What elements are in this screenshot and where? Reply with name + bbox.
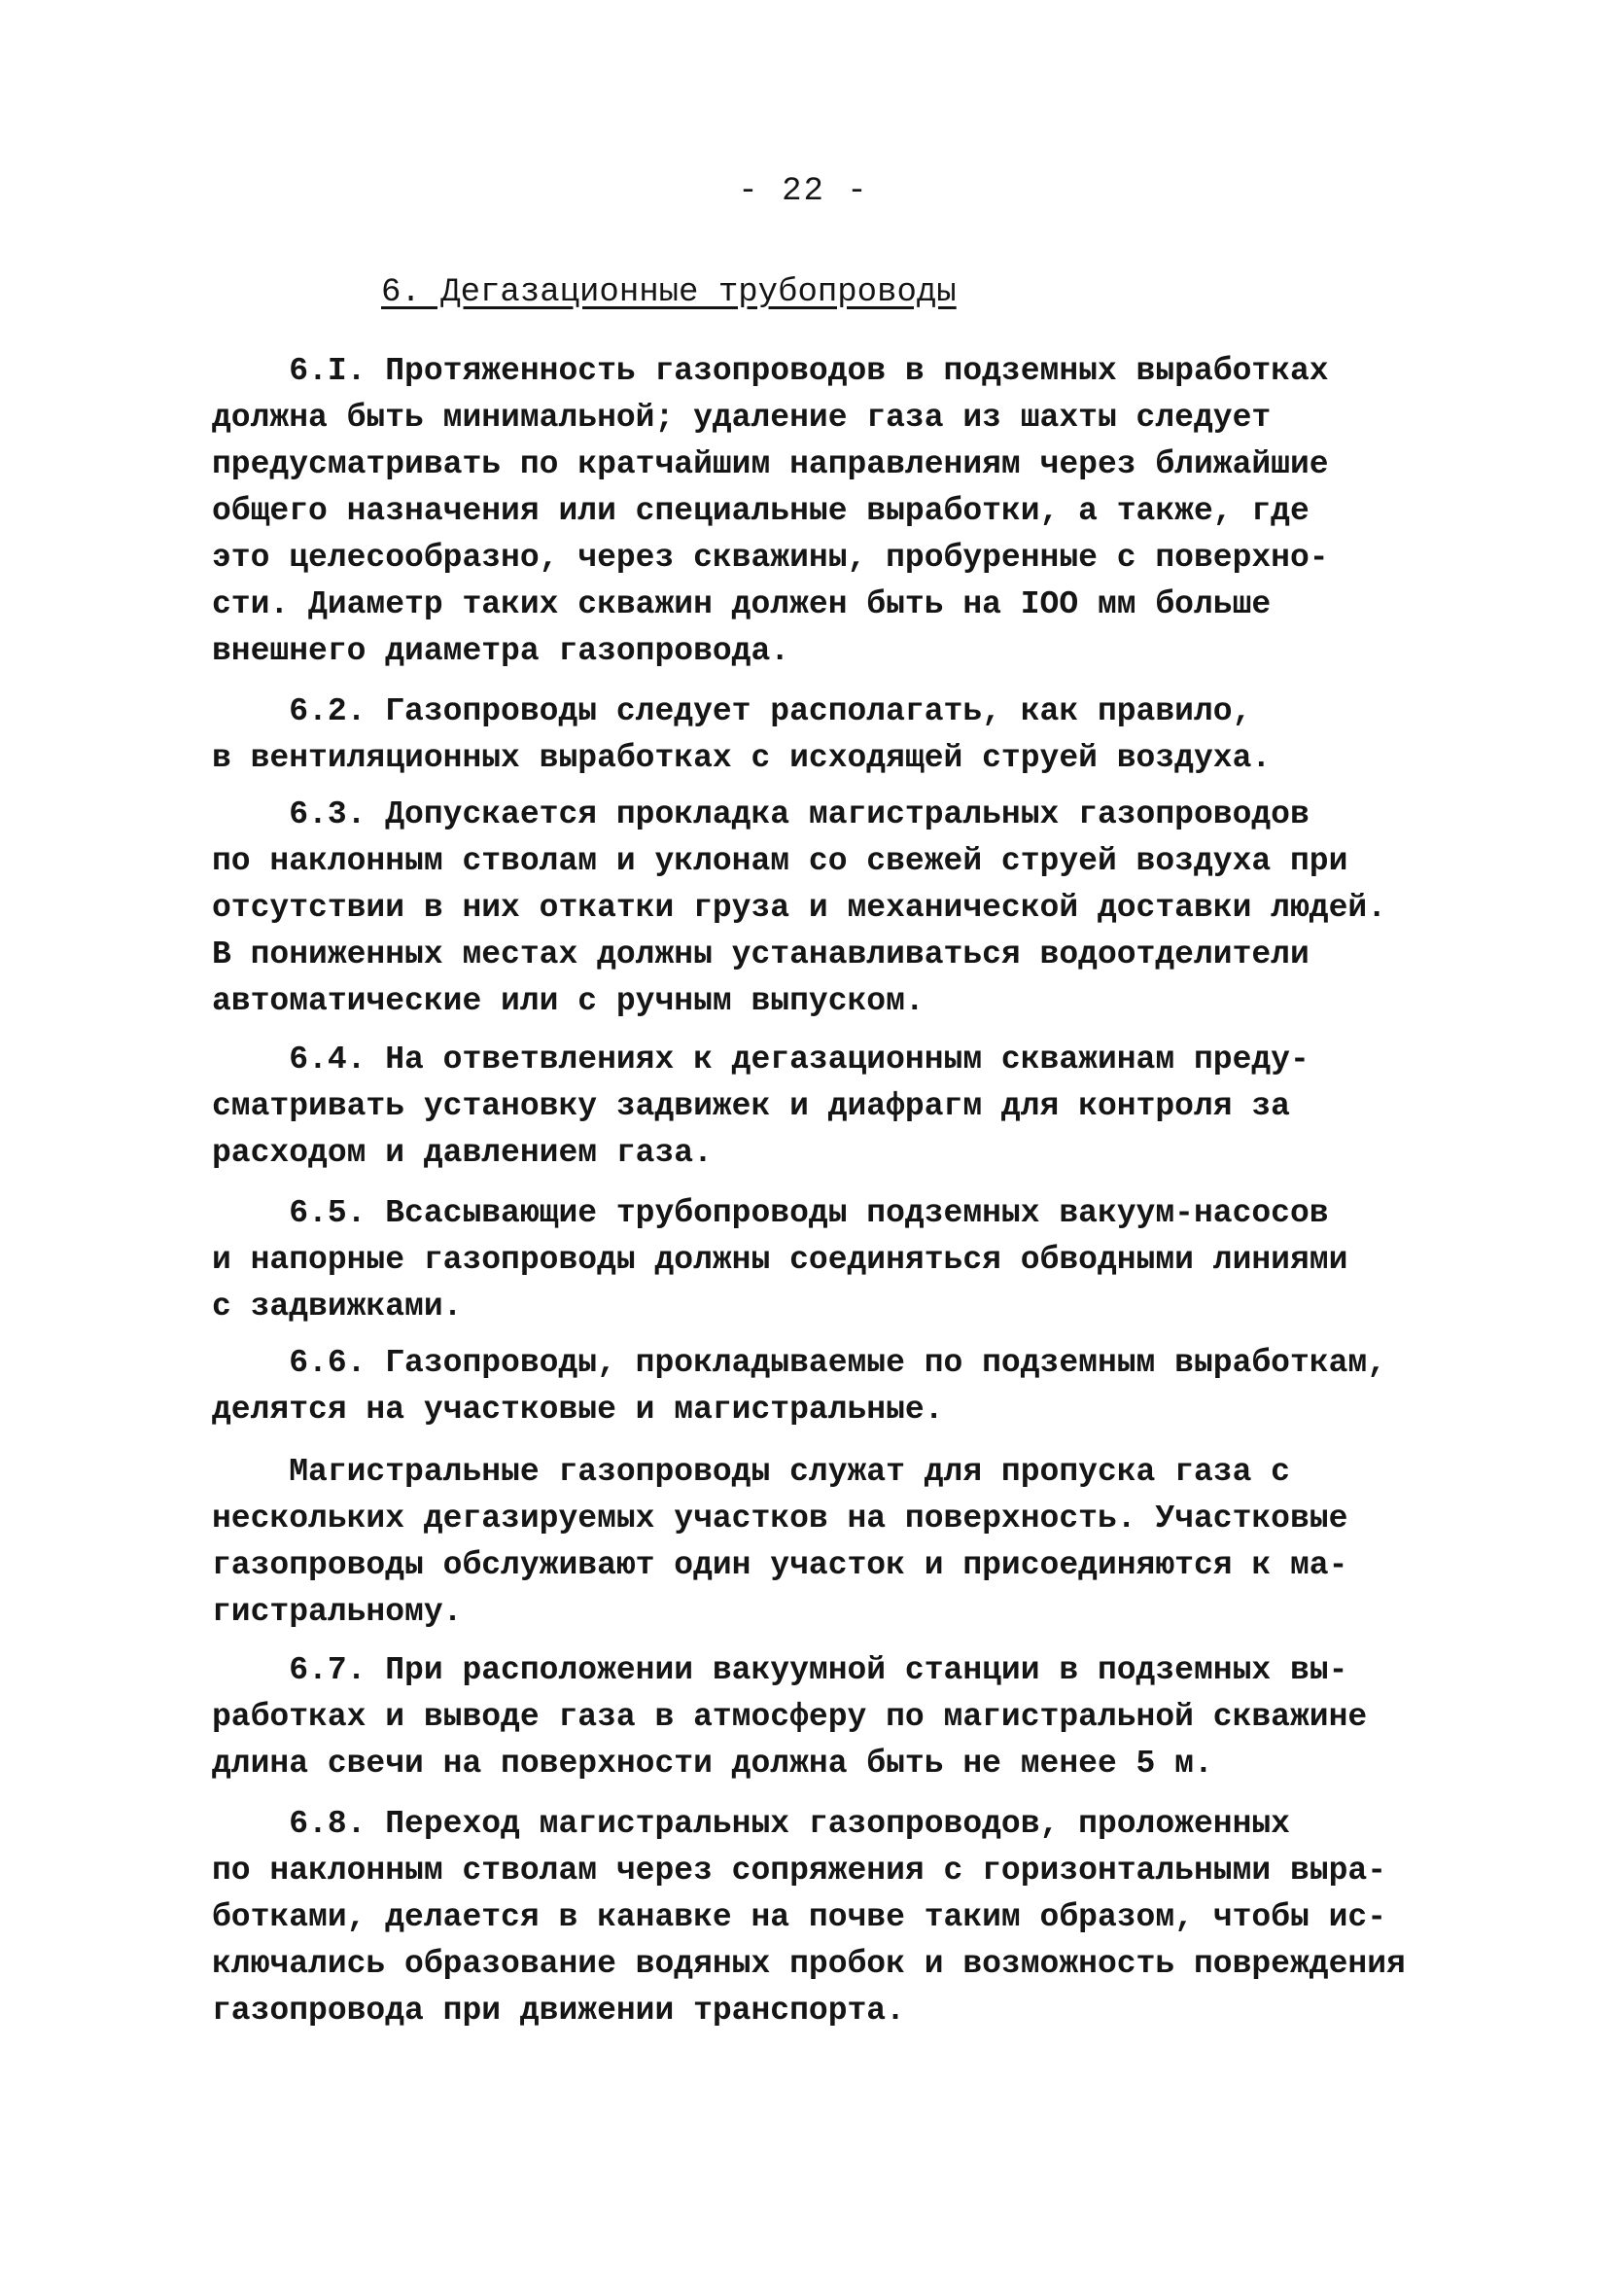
text-line: по наклонным стволам через сопряжения с горизонтальными выра- <box>212 1853 1386 1889</box>
text-line: ботками, делается в канавке на почве таким образом, чтобы ис- <box>212 1899 1386 1935</box>
text-line: в вентиляционных выработках с исходящей струей воздуха. <box>212 740 1272 776</box>
text-line: нескольких дегазируемых участков на поверхность. Участковые <box>212 1501 1348 1537</box>
text-line: работках и выводе газа в атмосферу по магистральной скважине <box>212 1699 1368 1735</box>
text-line: В пониженных местах должны устанавливаться водоотделители <box>212 936 1310 972</box>
text-line: отсутствии в них откатки груза и механической доставки людей. <box>212 890 1386 926</box>
paragraph-6-4 <box>212 1037 1408 1177</box>
text-line: 6.7. При расположении вакуумной станции в подземных вы- <box>212 1652 1348 1688</box>
paragraph-6-2 <box>212 689 1408 782</box>
paragraph-6-1 <box>212 348 1408 675</box>
text-line: 6.4. На ответвлениях к дегазационным скважинам преду- <box>212 1042 1310 1077</box>
paragraph-6-5 <box>212 1190 1408 1330</box>
text-line: гистральному. <box>212 1594 463 1630</box>
text-line: ключались образование водяных пробок и возможность повреждения <box>212 1946 1406 1982</box>
paragraph-6-7 <box>212 1647 1408 1787</box>
section-title: 6. Дегазационные трубопроводы <box>381 274 957 311</box>
paragraph-6-6 <box>212 1340 1408 1433</box>
text-line: это целесообразно, через скважины, пробуренные с поверхно- <box>212 540 1329 576</box>
page-number: - 22 - <box>738 173 869 210</box>
paragraph-6-3 <box>212 792 1408 1025</box>
text-line: внешнего диаметра газопровода. <box>212 633 790 669</box>
text-line: расходом и давлением газа. <box>212 1135 713 1171</box>
text-line: 6.3. Допускается прокладка магистральных газопроводов <box>212 796 1310 832</box>
paragraph-6-6-note <box>212 1449 1408 1636</box>
text-line: и напорные газопроводы должны соединяться обводными линиями <box>212 1242 1348 1278</box>
text-line: общего назначения или специальные выработки, а также, где <box>212 493 1310 529</box>
text-line: должна быть минимальной; удаление газа из шахты следует <box>212 400 1272 436</box>
text-line: 6.2. Газопроводы следует располагать, как правило, <box>212 693 1252 729</box>
paragraph-6-8 <box>212 1801 1408 2034</box>
text-line: газопроводы обслуживают один участок и присоединяются к ма- <box>212 1547 1348 1583</box>
text-line: Магистральные газопроводы служат для пропуска газа с <box>212 1454 1290 1490</box>
text-line: длина свечи на поверхности должна быть не менее 5 м. <box>212 1746 1213 1782</box>
text-line: делятся на участковые и магистральные. <box>212 1392 944 1428</box>
text-line: автоматические или с ручным выпуском. <box>212 983 925 1019</box>
text-line: газопровода при движении транспорта. <box>212 1993 905 2029</box>
text-line: сти. Диаметр таких скважин должен быть на IOO мм больше <box>212 586 1272 622</box>
text-line: с задвижками. <box>212 1289 463 1325</box>
text-line: по наклонным стволам и уклонам со свежей струей воздуха при <box>212 843 1348 879</box>
text-line: 6.6. Газопроводы, прокладываемые по подземным выработкам, <box>212 1345 1386 1381</box>
text-line: сматривать установку задвижек и диафрагм для контроля за <box>212 1088 1290 1124</box>
text-line: 6.5. Всасывающие трубопроводы подземных вакуум-насосов <box>212 1195 1329 1231</box>
text-line: предусматривать по кратчайшим направлениям через ближайшие <box>212 446 1329 482</box>
text-line: 6.8. Переход магистральных газопроводов, проложенных <box>212 1806 1290 1842</box>
text-line: 6.I. Протяженность газопроводов в подземных выработках <box>212 353 1329 389</box>
